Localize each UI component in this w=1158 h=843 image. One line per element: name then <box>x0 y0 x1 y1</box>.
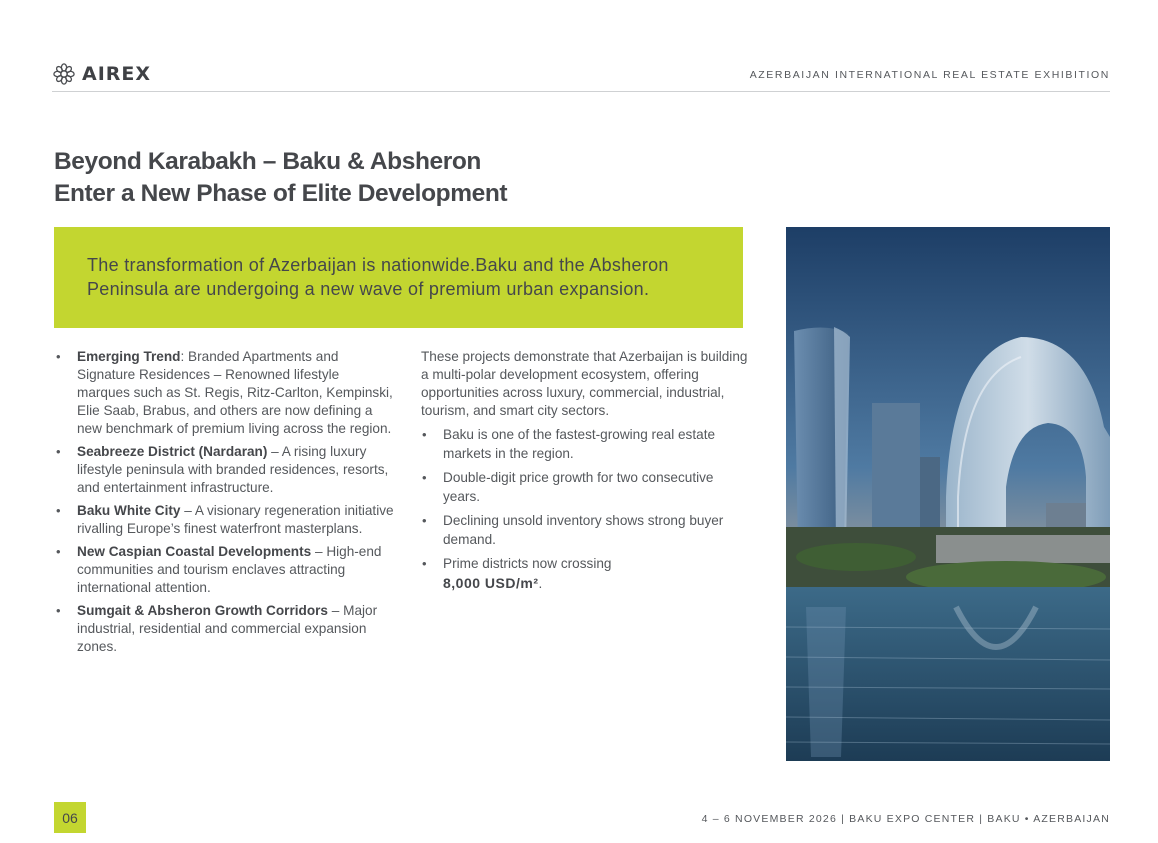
banner-text: The transformation of Azerbaijan is nationwide.Baku and the Absheron Peninsula are undergoing a new wave of premium urban expansion. <box>87 255 669 299</box>
bullet-icon: • <box>56 503 61 518</box>
page-title <box>54 146 694 210</box>
bullet-icon: • <box>56 349 61 364</box>
item-heading: Seabreeze District (Nardaran) <box>77 444 268 459</box>
left-column <box>54 348 394 661</box>
item-separator: – <box>267 444 282 459</box>
list-item <box>54 502 394 538</box>
market-facts-list <box>421 426 751 593</box>
item-heading: Emerging Trend <box>77 349 181 364</box>
item-text: A visionary regeneration initiative rivalling Europe’s finest waterfront masterplans. <box>77 503 394 536</box>
baku-skyline-photo <box>786 227 1110 761</box>
header-tagline: AZERBAIJAN INTERNATIONAL REAL ESTATE EXHIBITION <box>749 69 1110 81</box>
item-separator: – <box>180 503 195 518</box>
item-text: Double-digit price growth for two consecutive years. <box>443 470 714 504</box>
header-divider <box>52 91 1110 92</box>
item-heading: Sumgait & Absheron Growth Corridors <box>77 603 328 618</box>
item-separator: : <box>180 349 189 364</box>
list-item <box>54 348 394 438</box>
airex-logo <box>52 62 151 86</box>
logo-text: AIREX <box>82 63 152 85</box>
item-text: Branded Apartments and Signature Residences – Renowned lifestyle marques such as St. Regis, Ritz-Carlton, Kempinski, Elie Saab, Brabus, and others are now defining a new benchmark of premium living across the region. <box>77 349 393 436</box>
intro-paragraph: These projects demonstrate that Azerbaijan is building a multi-polar development ecosystem, offering opportunities across luxury, commercial, industrial, tourism, and smart city sectors. <box>421 349 748 418</box>
bullet-icon: • <box>422 556 427 571</box>
right-column <box>421 348 751 599</box>
list-item <box>421 426 751 463</box>
list-item <box>421 555 751 593</box>
item-text: A rising luxury lifestyle peninsula with branded residences, resorts, and entertainment infrastructure. <box>77 444 389 495</box>
bullet-icon: • <box>56 603 61 618</box>
highlight-banner <box>54 227 743 328</box>
bullet-icon: • <box>422 470 427 485</box>
bullet-icon: • <box>422 513 427 528</box>
price-stat: 8,000 USD/m² <box>443 574 539 591</box>
item-end: . <box>538 575 543 591</box>
bullet-icon: • <box>422 427 427 442</box>
item-text: Baku is one of the fastest-growing real estate markets in the region. <box>443 427 716 461</box>
development-list <box>54 348 394 656</box>
skyline-illustration <box>786 227 1110 761</box>
item-text: Major industrial, residential and commercial expansion zones. <box>77 603 378 654</box>
footer-event-info: 4 – 6 NOVEMBER 2026 | BAKU EXPO CENTER | BAKU • AZERBAIJAN <box>701 813 1110 825</box>
page-number-badge: 06 <box>54 802 86 833</box>
list-item <box>421 469 751 506</box>
list-item <box>54 443 394 497</box>
item-heading: New Caspian Coastal Developments <box>77 544 312 559</box>
title-line-1: Beyond Karabakh – Baku & Absheron <box>54 148 481 175</box>
item-separator: – <box>311 544 327 559</box>
bullet-icon: • <box>56 544 61 559</box>
item-separator: – <box>328 603 344 618</box>
item-text: Declining unsold inventory shows strong buyer demand. <box>443 513 724 547</box>
list-item <box>54 602 394 656</box>
title-line-2: Enter a New Phase of Elite Development <box>54 180 508 207</box>
bullet-icon: • <box>56 444 61 459</box>
item-text: Prime districts now crossing <box>443 556 612 571</box>
flower-logo-icon <box>52 62 76 86</box>
list-item <box>54 543 394 597</box>
item-text: High-end communities and tourism enclaves attracting international attention. <box>77 544 382 595</box>
item-heading: Baku White City <box>77 503 181 518</box>
list-item <box>421 512 751 549</box>
